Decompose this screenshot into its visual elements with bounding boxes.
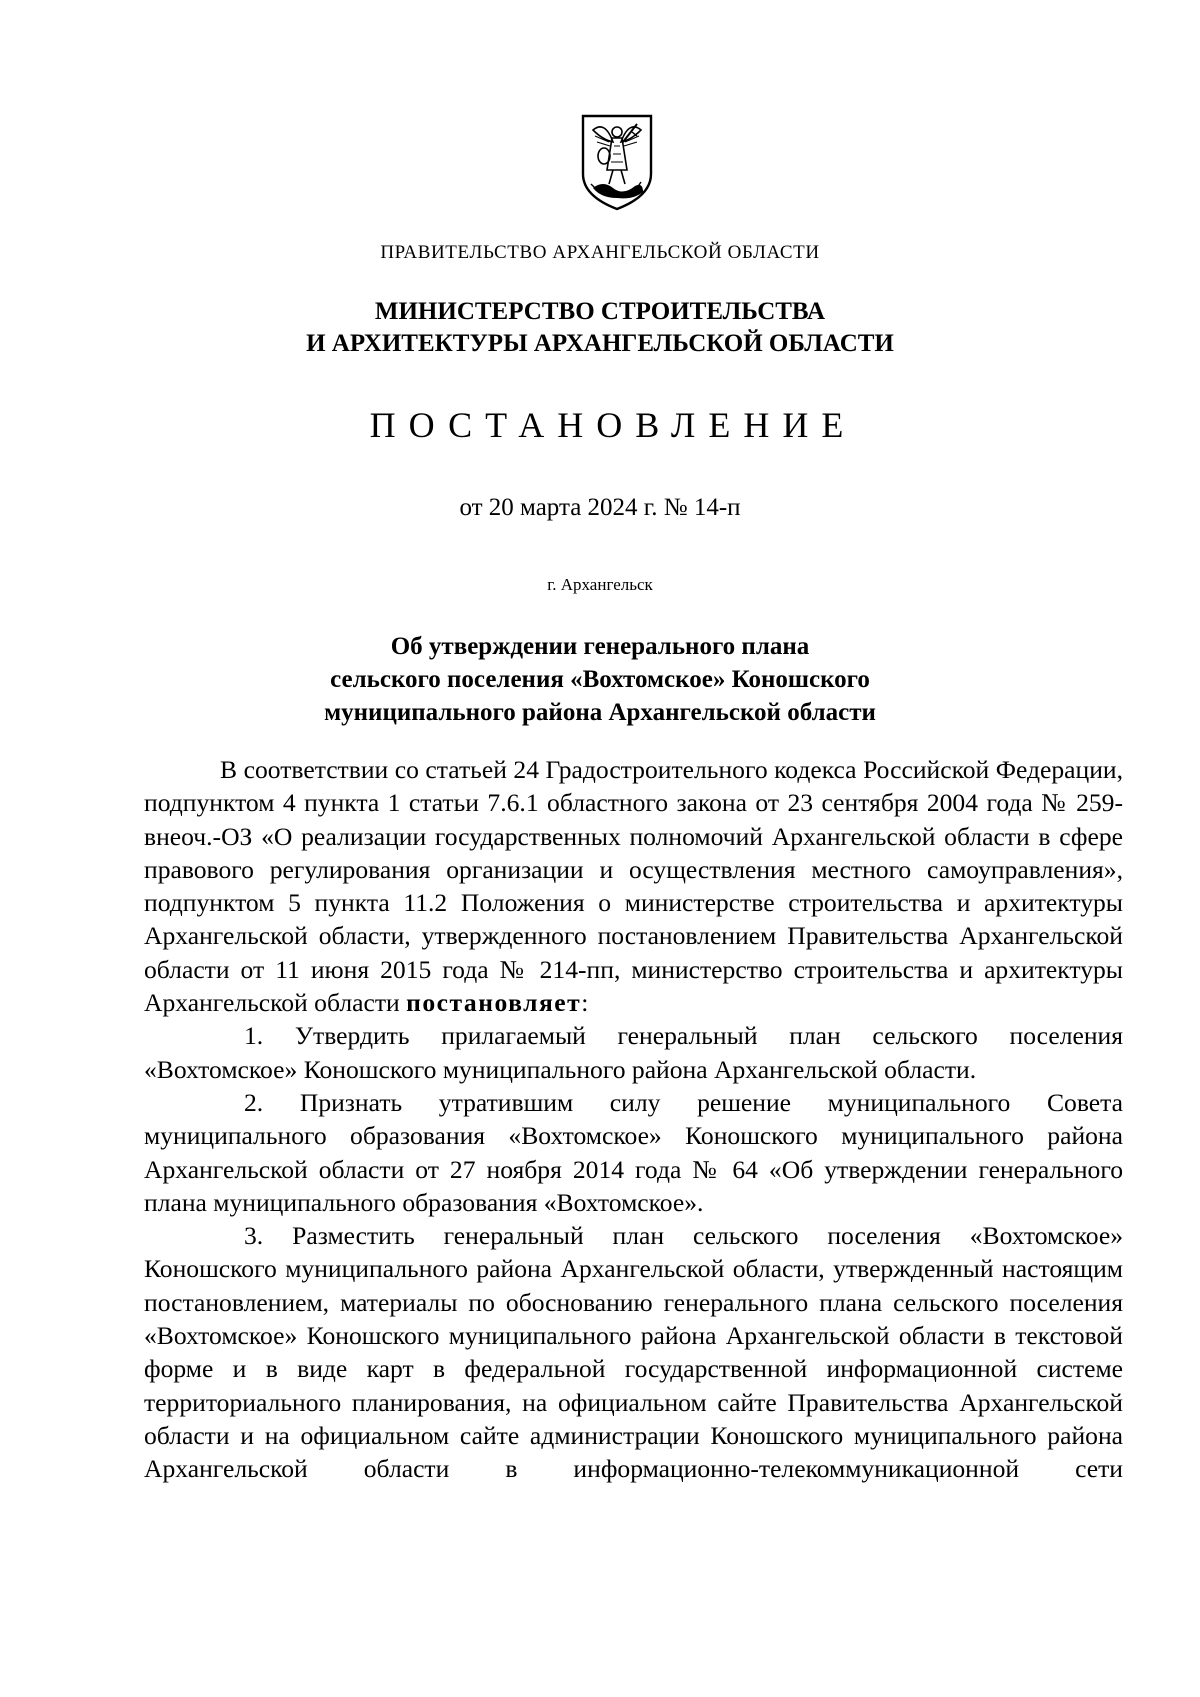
document-type-heading: ПОСТАНОВЛЕНИЕ (369, 405, 857, 445)
preamble-paragraph (144, 753, 1123, 1019)
ministry-title-line2: И АРХИТЕКТУРЫ АРХАНГЕЛЬСКОЙ ОБЛАСТИ (306, 330, 894, 357)
item-2-paragraph: 2. Признать утратившим силу решение муниципального Совета муниципального образования «Вохтомское» Коношского муниципального района Архангельской области от 27 ноября 2014 года № 64 «Об утверждении генерального плана муниципального образования «Вохтомское». (144, 1087, 1123, 1217)
item-3-paragraph: 3. Разместить генеральный план сельского поселения «Вохтомское» Коношского муниципального района Архангельской области, утвержденный настоящим постановлением, материалы по обоснованию генерального плана сельского поселения «Вохтомское» Коношского муниципального района Архангельской области в текстовой форме и в виде карт в федеральной государственной информационной системе территориального планирования, на официальном сайте Правительства Архангельской области и на официальном сайте администрации Коношского муниципального района Архангельской области в информационно-телекоммуникационной сети (144, 1221, 1123, 1484)
decree-colon: : (581, 988, 589, 1018)
subject-line2: сельского поселения «Вохтомское» Коношского (330, 666, 870, 693)
city-name: г. Архангельск (547, 575, 653, 594)
document-subject (0, 630, 1200, 729)
decree-word: постановляет (406, 988, 582, 1018)
date-and-number: от 20 марта 2024 г. № 14-п (459, 494, 741, 521)
subject-line3: муниципального района Архангельской области (324, 699, 876, 726)
ministry-title-line1: МИНИСТЕРСТВО СТРОИТЕЛЬСТВА (374, 298, 826, 325)
coat-of-arms-icon (577, 112, 657, 212)
item-1-paragraph: 1. Утвердить прилагаемый генеральный план сельского поселения «Вохтомское» Коношского муниципального района Архангельской области. (144, 1021, 1123, 1084)
ministry-title (0, 296, 1200, 360)
document-body (144, 753, 1123, 1486)
government-title: ПРАВИТЕЛЬСТВО АРХАНГЕЛЬСКОЙ ОБЛАСТИ (380, 242, 820, 263)
preamble-text: В соответствии со статьей 24 Градостроительного кодекса Российской Федерации, подпунктом 4 пункта 1 статьи 7.6.1 областного закона от 23 сентября 2004 года № 259-внеоч.-ОЗ «О реализации государственных полномочий Архангельской области в сфере правового регулирования организации и осуществления местного самоуправления», подпунктом 5 пункта 11.2 Положения о министерстве строительства и архитектуры Архангельской области, утвержденного постановлением Правительства Архангельской области от 11 июня 2015 года № 214-пп, министерство строительства и архитектуры Архангельской области (144, 755, 1123, 1018)
subject-line1: Об утверждении генерального плана (390, 633, 810, 660)
